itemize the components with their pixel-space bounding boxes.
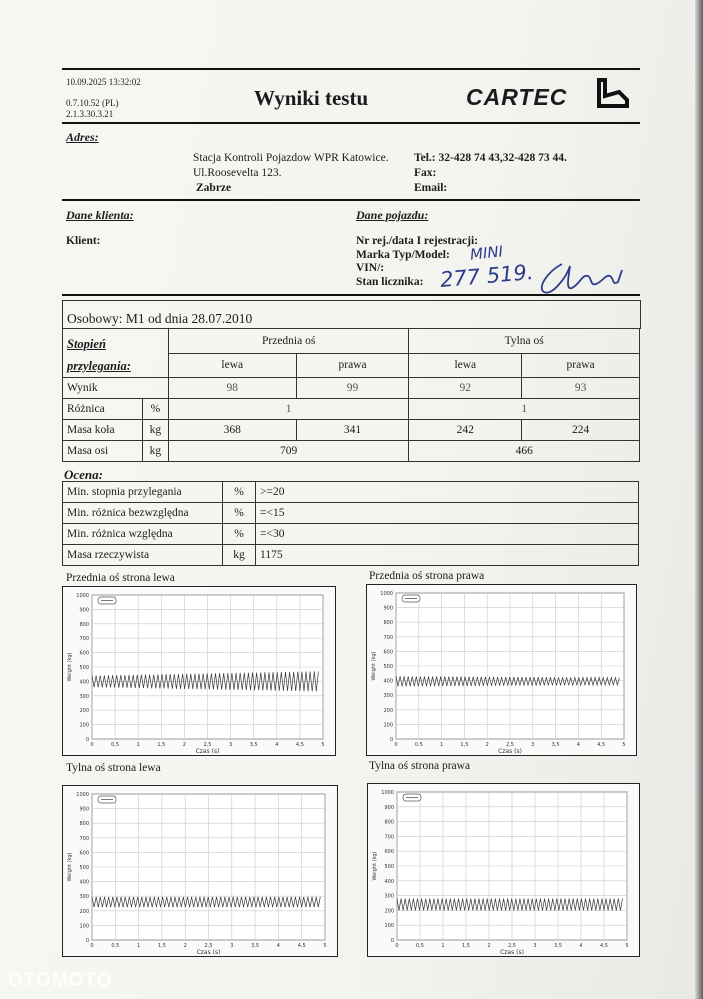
x-tick-label: 1 — [136, 742, 140, 748]
y-tick-label: 900 — [384, 804, 394, 811]
assessment-table — [62, 481, 639, 566]
x-tick-label: 0 — [395, 943, 399, 949]
assessment-row-label: Masa rzeczywista — [63, 545, 223, 566]
results-table — [62, 328, 640, 462]
y-tick-label: 300 — [383, 693, 393, 700]
x-tick-label: 2 — [183, 943, 187, 949]
y-tick-label: 0 — [389, 737, 393, 743]
y-tick-label: 800 — [383, 620, 393, 627]
print-datetime: 10.09.2025 13:32:02 — [66, 77, 141, 87]
chart-front-right-svg — [367, 585, 636, 755]
tel-value: 32-428 74 43,32-428 73 44. — [438, 152, 567, 164]
x-tick-label: 0,5 — [111, 742, 120, 748]
x-tick-label: 3 — [230, 943, 234, 949]
tel-label: Tel.: — [414, 152, 436, 164]
chart-rear-left-svg — [63, 786, 337, 956]
grip-label-line-1: Stopień — [67, 337, 106, 351]
difference-row — [63, 399, 640, 420]
x-tick-label: 1,5 — [462, 943, 470, 949]
client-label: Klient: — [66, 235, 101, 247]
x-axis-label: Czas (s) — [498, 748, 522, 755]
x-tick-label: 4 — [576, 742, 580, 748]
x-tick-label: 0 — [90, 742, 94, 748]
address-label: Adres: — [66, 130, 99, 144]
y-tick-label: 600 — [79, 650, 89, 657]
y-axis-label: Weight (kg) — [67, 652, 73, 682]
y-tick-label: 300 — [384, 893, 394, 900]
y-tick-label: 200 — [79, 908, 89, 915]
y-tick-label: 100 — [383, 722, 393, 729]
y-tick-label: 500 — [383, 664, 393, 670]
assessment-row — [63, 524, 639, 545]
x-tick-label: 1 — [440, 742, 444, 748]
chart-front-left — [62, 586, 336, 756]
x-tick-label: 2 — [182, 742, 186, 748]
axle-mass-row — [63, 441, 640, 462]
x-tick-label: 5 — [622, 742, 626, 748]
odometer-label: Stan licznika: — [356, 276, 424, 288]
wheel-mass-unit: kg — [142, 420, 168, 441]
email-label: Email: — [414, 182, 448, 194]
assessment-row-unit: % — [223, 482, 256, 503]
x-axis-label: Czas (s) — [195, 748, 220, 755]
y-tick-label: 200 — [383, 707, 393, 714]
x-tick-label: 1,5 — [157, 742, 166, 748]
odometer-handwritten: 277 519. — [439, 259, 535, 293]
chart-rear-right-svg — [368, 784, 639, 956]
difference-rear: 1 — [409, 399, 640, 420]
y-tick-label: 700 — [79, 636, 89, 643]
y-tick-label: 200 — [384, 908, 394, 915]
x-axis-label: Czas (s) — [196, 949, 221, 956]
x-tick-label: 4 — [276, 943, 280, 949]
axle-mass-front: 709 — [168, 441, 409, 462]
x-tick-label: 4,5 — [600, 943, 608, 949]
page-edge — [695, 0, 703, 999]
y-tick-label: 100 — [79, 722, 89, 729]
assessment-row-label: Min. różnica względna — [63, 524, 223, 545]
assessment-row-label: Min. różnica bezwzględna — [63, 503, 223, 524]
x-tick-label: 2,5 — [203, 742, 212, 748]
difference-label: Różnica — [63, 399, 143, 420]
grip-label-line-2: przylegania: — [67, 359, 131, 373]
x-tick-label: 3,5 — [551, 742, 560, 748]
x-tick-label: 2 — [485, 742, 489, 748]
rear-axle-header: Tylna oś — [409, 329, 640, 354]
wheel-mass-rear-right: 224 — [522, 420, 640, 441]
y-tick-label: 900 — [383, 605, 393, 612]
version-info — [66, 98, 119, 120]
assessment-row — [63, 482, 639, 503]
x-tick-label: 3 — [531, 742, 535, 748]
y-tick-label: 1000 — [381, 790, 394, 796]
station-name: Stacja Kontroli Pojazdow WPR Katowice. — [193, 152, 389, 164]
y-tick-label: 500 — [79, 865, 89, 871]
version-line-1: 0.7.10.52 (PL) — [66, 98, 119, 108]
phone-line — [414, 152, 567, 164]
fax-label: Fax: — [414, 167, 437, 179]
otomoto-watermark: OTOMOTO — [8, 970, 113, 991]
x-tick-label: 4,5 — [297, 943, 306, 949]
x-tick-label: 3 — [229, 742, 233, 748]
vin-label: VIN/: — [356, 262, 385, 274]
axle-mass-unit: kg — [142, 441, 168, 462]
y-tick-label: 0 — [85, 938, 89, 944]
x-tick-label: 3,5 — [554, 943, 562, 949]
chart-title-front-left: Przednia oś strona lewa — [66, 572, 175, 584]
difference-unit: % — [142, 399, 168, 420]
x-tick-label: 0,5 — [414, 742, 423, 748]
y-tick-label: 400 — [383, 678, 393, 685]
header-rule — [62, 122, 640, 124]
rear-left-header: lewa — [409, 353, 522, 378]
x-axis-label: Czas (s) — [500, 949, 524, 956]
x-tick-label: 1,5 — [460, 742, 469, 748]
assessment-row — [63, 503, 639, 524]
x-tick-label: 2,5 — [204, 943, 213, 949]
page-title: Wyniki testu — [254, 86, 369, 110]
assessment-row-unit: kg — [223, 545, 256, 566]
vehicle-section-label: Dane pojazdu: — [356, 208, 429, 222]
assessment-row-unit: % — [223, 524, 256, 545]
make-model-handwritten: MINI — [469, 242, 504, 264]
top-rule — [62, 68, 640, 70]
difference-front: 1 — [168, 399, 409, 420]
assessment-row-value: =<15 — [256, 503, 639, 524]
y-tick-label: 500 — [384, 864, 394, 870]
logo-text: CARTEC — [466, 84, 568, 110]
y-tick-label: 500 — [79, 665, 89, 671]
chart-rear-left — [62, 785, 338, 957]
assessment-row-value: >=20 — [256, 482, 639, 503]
assessment-row-label: Min. stopnia przylegania — [63, 482, 223, 503]
vehicle-category: Osobowy: M1 od dnia 28.07.2010 — [67, 311, 253, 326]
y-axis-label: Weight (kg) — [67, 852, 73, 882]
y-tick-label: 200 — [79, 708, 89, 715]
x-tick-label: 1 — [137, 943, 141, 949]
x-tick-label: 5 — [625, 943, 629, 949]
y-tick-label: 400 — [79, 679, 89, 686]
x-tick-label: 1,5 — [157, 943, 166, 949]
x-tick-label: 0,5 — [111, 943, 120, 949]
station-street: Ul.Roosevelta 123. — [193, 167, 282, 179]
y-tick-label: 800 — [79, 621, 89, 628]
y-tick-label: 700 — [384, 834, 394, 841]
y-tick-label: 700 — [79, 835, 89, 842]
client-section-label: Dane klienta: — [66, 208, 134, 222]
y-tick-label: 600 — [384, 849, 394, 856]
y-tick-label: 400 — [384, 878, 394, 885]
chart-title-rear-left: Tylna oś strona lewa — [66, 762, 161, 774]
result-rear-left: 92 — [409, 378, 522, 399]
front-right-header: prawa — [296, 353, 409, 378]
result-row — [63, 378, 640, 399]
x-tick-label: 1 — [441, 943, 445, 949]
y-tick-label: 300 — [79, 894, 89, 901]
axle-mass-label: Masa osi — [63, 441, 143, 462]
assessment-row-unit: % — [223, 503, 256, 524]
assessment-row-value: =<30 — [256, 524, 639, 545]
cartec-logo-icon — [593, 78, 633, 108]
y-tick-label: 1000 — [76, 792, 89, 798]
y-tick-label: 100 — [384, 923, 394, 930]
y-tick-label: 900 — [79, 806, 89, 813]
y-tick-label: 400 — [79, 879, 89, 886]
y-tick-label: 100 — [79, 923, 89, 930]
assessment-label: Ocena: — [64, 467, 103, 482]
make-model-label: Marka Typ/Model: — [356, 249, 450, 261]
chart-front-left-svg — [63, 587, 335, 755]
chart-rear-right — [367, 783, 640, 957]
y-tick-label: 900 — [79, 607, 89, 614]
y-tick-label: 800 — [79, 821, 89, 828]
x-tick-label: 5 — [323, 943, 327, 949]
address-rule — [62, 199, 640, 201]
cartec-logo — [466, 84, 567, 111]
chart-title-rear-right: Tylna oś strona prawa — [369, 760, 471, 772]
x-tick-label: 3,5 — [251, 943, 260, 949]
result-rear-right: 93 — [522, 378, 640, 399]
x-tick-label: 0 — [394, 742, 398, 748]
vehicle-rule — [62, 294, 640, 296]
rear-right-header: prawa — [522, 353, 640, 378]
wheel-mass-rear-left: 242 — [409, 420, 522, 441]
y-tick-label: 1000 — [380, 591, 393, 597]
y-tick-label: 0 — [85, 737, 89, 743]
axle-header-row — [63, 329, 640, 354]
result-front-right: 99 — [296, 378, 409, 399]
y-tick-label: 300 — [79, 693, 89, 700]
front-left-header: lewa — [168, 353, 296, 378]
y-tick-label: 800 — [384, 819, 394, 826]
wheel-mass-label: Masa koła — [63, 420, 143, 441]
y-axis-label: Weight (kg) — [371, 651, 377, 681]
x-tick-label: 2 — [487, 943, 491, 949]
y-tick-label: 0 — [390, 938, 394, 944]
registration-label: Nr rej./data I rejestracji: — [356, 235, 478, 247]
x-tick-label: 2,5 — [508, 943, 516, 949]
result-label: Wynik — [63, 378, 169, 399]
x-tick-label: 3,5 — [249, 742, 258, 748]
axle-mass-rear: 466 — [409, 441, 640, 462]
y-tick-label: 600 — [383, 649, 393, 656]
x-tick-label: 0 — [90, 943, 94, 949]
y-tick-label: 700 — [383, 634, 393, 641]
assessment-row — [63, 545, 639, 566]
x-tick-label: 0,5 — [416, 943, 424, 949]
x-tick-label: 4,5 — [597, 742, 606, 748]
chart-title-front-right: Przednia oś strona prawa — [369, 570, 485, 582]
x-tick-label: 4 — [579, 943, 583, 949]
y-tick-label: 600 — [79, 850, 89, 857]
wheel-mass-row — [63, 420, 640, 441]
x-tick-label: 4,5 — [295, 742, 304, 748]
version-line-2: 2.1.3.30.3.21 — [66, 109, 114, 119]
x-tick-label: 4 — [275, 742, 279, 748]
x-tick-label: 2,5 — [506, 742, 514, 748]
result-front-left: 98 — [168, 378, 296, 399]
y-axis-label: Weight (kg) — [372, 851, 378, 881]
chart-front-right — [366, 584, 637, 756]
assessment-row-value: 1175 — [256, 545, 639, 566]
y-tick-label: 1000 — [76, 593, 89, 599]
station-city: Zabrze — [196, 182, 232, 194]
front-axle-header: Przednia oś — [168, 329, 409, 354]
wheel-mass-front-left: 368 — [168, 420, 296, 441]
x-tick-label: 3 — [533, 943, 537, 949]
wheel-mass-front-right: 341 — [296, 420, 409, 441]
x-tick-label: 5 — [321, 742, 325, 748]
grip-label-cell — [63, 329, 169, 378]
